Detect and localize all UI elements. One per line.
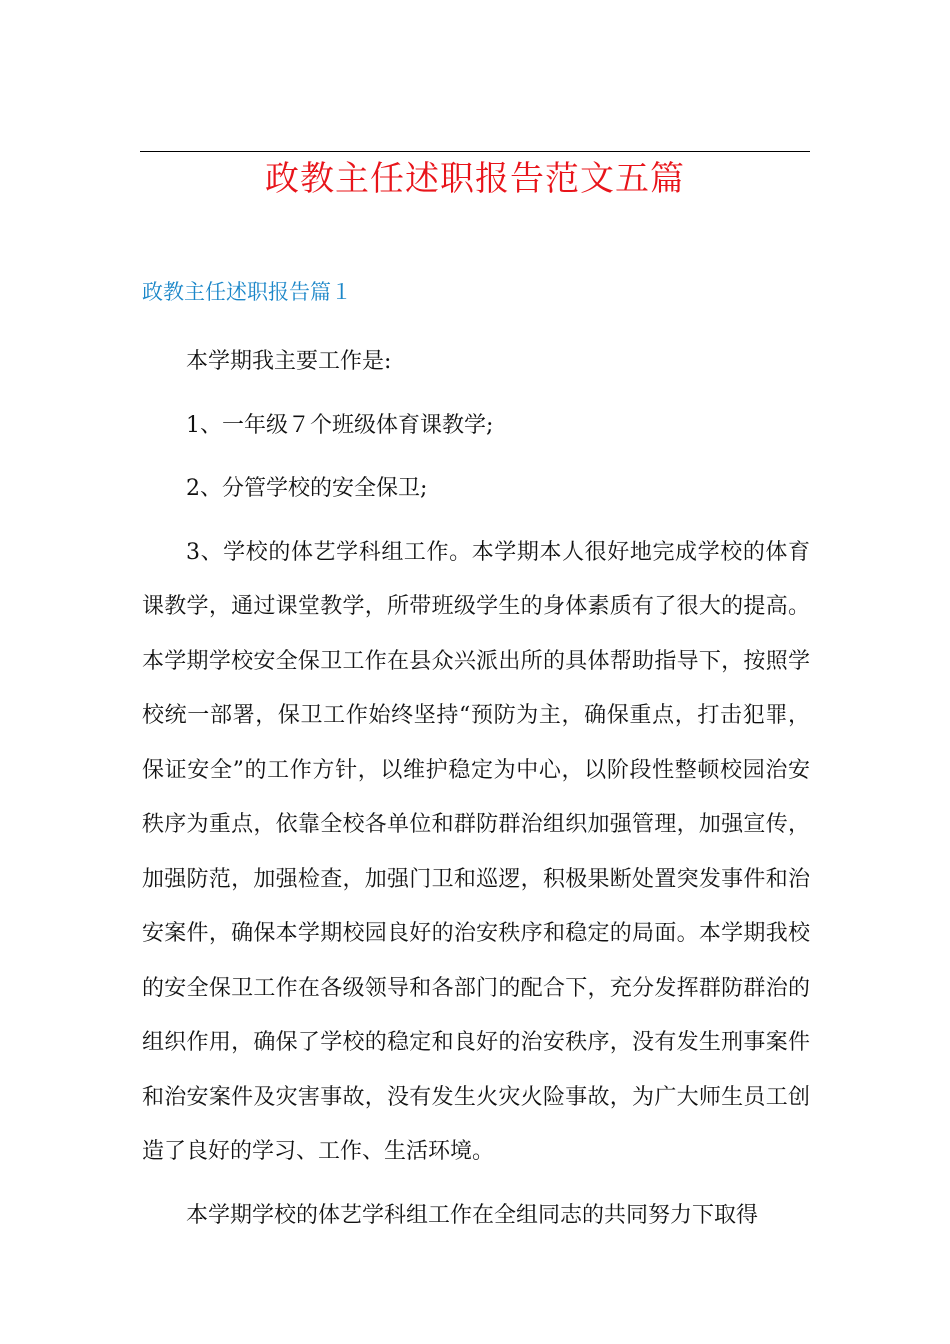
section-heading: 政教主任述职报告篇１	[142, 280, 352, 304]
paragraph: 3、学校的体艺学科组工作。本学期本人很好地完成学校的体育课教学，通过课堂教学，所带班级学生的身体素质有了很大的提高。本学期学校安全保卫工作在县众兴派出所的具体帮助指导下，按照学校统一部署，保卫工作始终坚持“预防为主，确保重点，打击犯罪，保证安全”的工作方针，以维护稳定为中心，以阶段性整顿校园治安秩序为重点，依靠全校各单位和群防群治组织加强管理，加强宣传，加强防范，加强检查，加强门卫和巡逻，积极果断处置突发事件和治安案件，确保本学期校园良好的治安秩序和稳定的局面。本学期我校的安全保卫工作在各级领导和各部门的配合下，充分发挥群防群治的组织作用，确保了学校的稳定和良好的治安秩序，没有发生刑事案件和治安案件及灾害事故，没有发生火灾火险事故，为广大师生员工创造了良好的学习、工作、生活环境。	[142, 539, 810, 1164]
document-body	[142, 335, 810, 1243]
paragraph: 本学期我主要工作是:	[186, 349, 392, 374]
paragraph: 本学期学校的体艺学科组工作在全组同志的共同努力下取得	[186, 1202, 759, 1228]
paragraph: 1、一年级７个班级体育课教学;	[186, 412, 494, 438]
paragraph: 2、分管学校的安全保卫;	[186, 476, 428, 501]
document-title: 政教主任述职报告范文五篇	[265, 159, 685, 199]
